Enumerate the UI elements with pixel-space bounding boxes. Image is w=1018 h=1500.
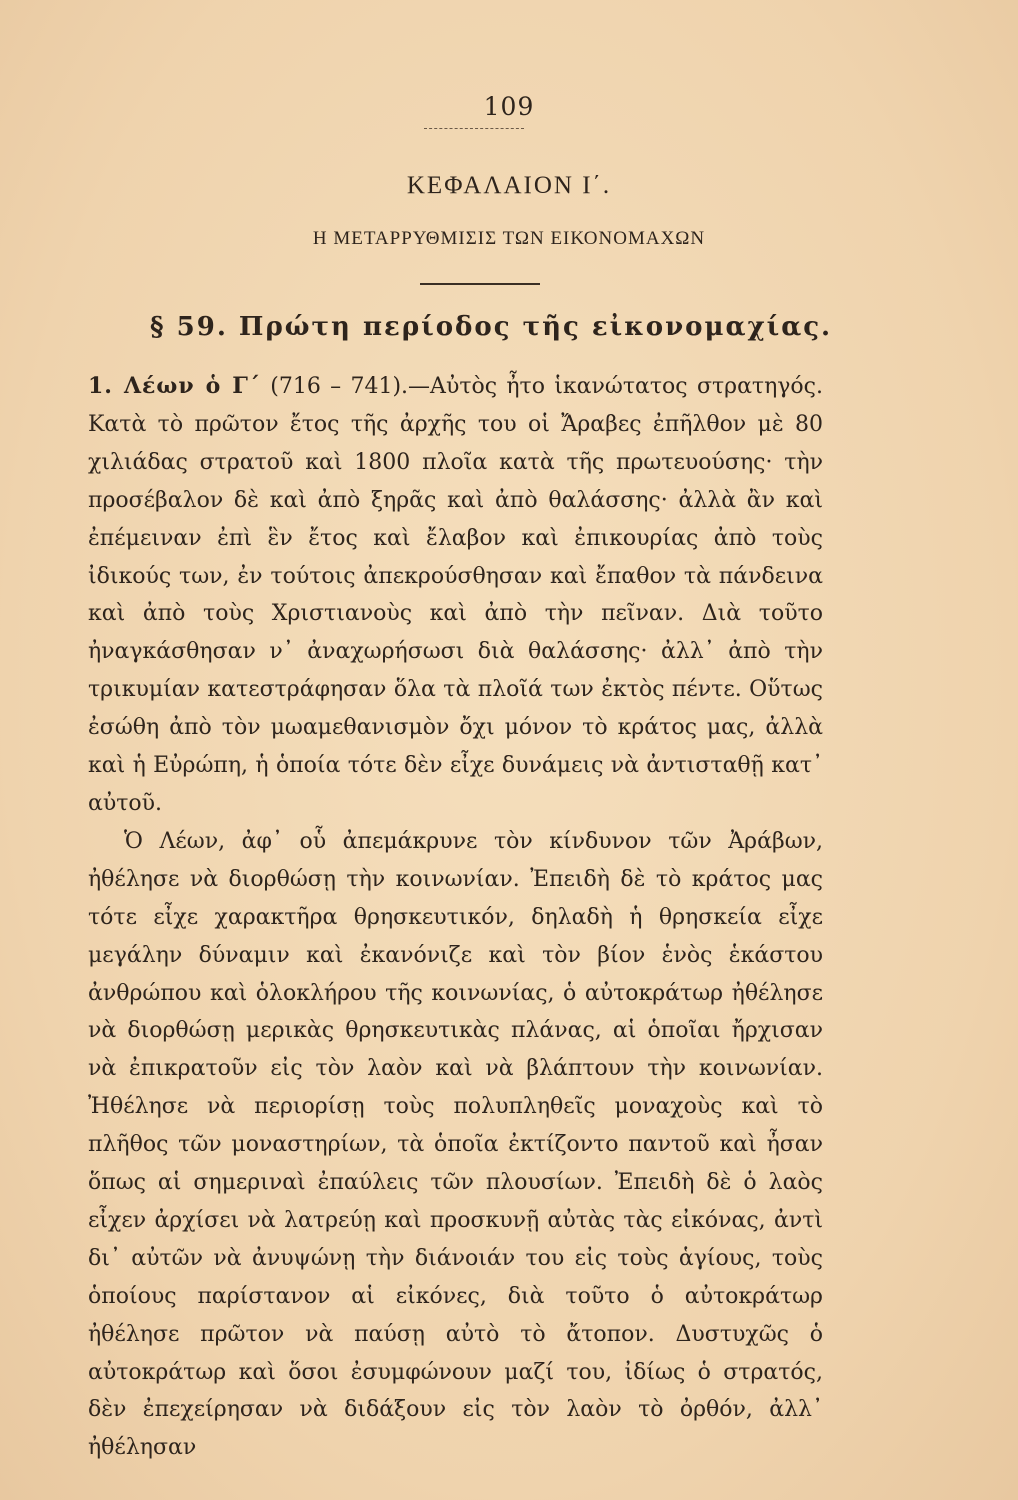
paragraph-1-subhead: 1. Λέων ὁ Γ΄	[88, 373, 261, 399]
body-text	[88, 368, 823, 1467]
section-heading: § 59. Πρώτη περίοδος τῆς εἰκονομαχίας.	[150, 312, 833, 342]
paragraph-2: Ὁ Λέων, ἀφ᾽ οὗ ἀπεμάκρυνε τὸν κίνδυνον τῶν Ἀράβων, ἠθέλησε νὰ διορθώσῃ τὴν κοινωνίαν. Ἐπειδὴ δὲ τὸ κράτος μας τότε εἶχε χαρακτῆρα θρησκευτικόν, δηλαδὴ ἡ θρησκεία εἶχε μεγάλην δύναμιν καὶ ἐκανόνιζε καὶ τὸν βίον ἑνὸς ἑκάστου ἀνθρώπου καὶ ὁλοκλήρου τῆς κοινωνίας, ὁ αὐτοκράτωρ ἠθέλησε νὰ διορθώσῃ μερικὰς θρησκευτικὰς πλάνας, αἱ ὁποῖαι ἤρχισαν νὰ ἐπικρατοῦν εἰς τὸν λαὸν καὶ νὰ βλάπτουν τὴν κοινωνίαν. Ἠθέλησε νὰ περιορίσῃ τοὺς πολυπληθεῖς μοναχοὺς καὶ τὸ πλῆθος τῶν μοναστηρίων, τὰ ὁποῖα ἐκτίζοντο παντοῦ καὶ ἦσαν ὅπως αἱ σημεριναὶ ἐπαύλεις τῶν πλουσίων. Ἐπειδὴ δὲ ὁ λαὸς εἶχεν ἀρχίσει νὰ λατρεύῃ καὶ προσκυνῇ αὐτὰς τὰς εἰκόνας, ἀντὶ δι᾽ αὐτῶν νὰ ἀνυψώνῃ τὴν διάνοιάν του εἰς τοὺς ἁγίους, τοὺς ὁποίους παρίστανον αἱ εἰκόνες, διὰ τοῦτο ὁ αὐτοκράτωρ ἠθέλησε πρῶτον νὰ παύσῃ αὐτὸ τὸ ἄτοπον. Δυστυχῶς ὁ αὐτοκράτωρ καὶ ὅσοι ἐσυμφώνουν μαζί του, ἰδίως ὁ στρατός, δὲν ἐπεχείρησαν νὰ διδάξουν εἰς τὸν λαὸν τὸ ὀρθόν, ἀλλ᾽ ἠθέλησαν	[88, 828, 823, 1461]
chapter-subtitle: Η ΜΕΤΑΡΡΥΘΜΙΣΙΣ ΤΩΝ ΕΙΚΟΝΟΜΑΧΩΝ	[312, 228, 706, 249]
chapter-divider	[420, 283, 540, 285]
paragraph-1-text: (716 – 741).—Αὐτὸς ἦτο ἱκανώτατος στρατηγός. Κατὰ τὸ πρῶτον ἔτος τῆς ἀρχῆς του οἱ Ἄραβες ἐπῆλθον μὲ 80 χιλιάδας στρατοῦ καὶ 1800 πλοῖα κατὰ τῆς πρωτευούσης· τὴν προσέβαλον δὲ καὶ ἀπὸ ξηρᾶς καὶ ἀπὸ θαλάσσης· ἀλλὰ ἂν καὶ ἐπέμειναν ἐπὶ ἓν ἔτος καὶ ἔλαβον καὶ ἐπικουρίας ἀπὸ τοὺς ἰδικούς των, ἐν τούτοις ἀπεκρούσθησαν καὶ ἔπαθον τὰ πάνδεινα καὶ ἀπὸ τοὺς Χριστιανοὺς καὶ ἀπὸ τὴν πεῖναν. Διὰ τοῦτο ἠναγκάσθησαν ν᾽ ἀναχωρήσωσι διὰ θαλάσσης· ἀλλ᾽ ἀπὸ τὴν τρικυμίαν κατεστράφησαν ὅλα τὰ πλοῖά των ἐκτὸς πέντε. Οὕτως ἐσώθη ἀπὸ τὸν μωαμεθανισμὸν ὄχι μόνον τὸ κράτος μας, ἀλλὰ καὶ ἡ Εὐρώπη, ἡ ὁποία τότε δὲν εἶχε δυνάμεις νὰ ἀντισταθῇ κατ᾽ αὐτοῦ.	[88, 374, 823, 816]
paragraph-1	[88, 368, 823, 823]
page-number: 109	[483, 92, 535, 121]
chapter-title: ΚΕΦΑΛΑΙΟΝ Ι΄.	[406, 172, 612, 199]
page-number-rule	[424, 128, 524, 129]
